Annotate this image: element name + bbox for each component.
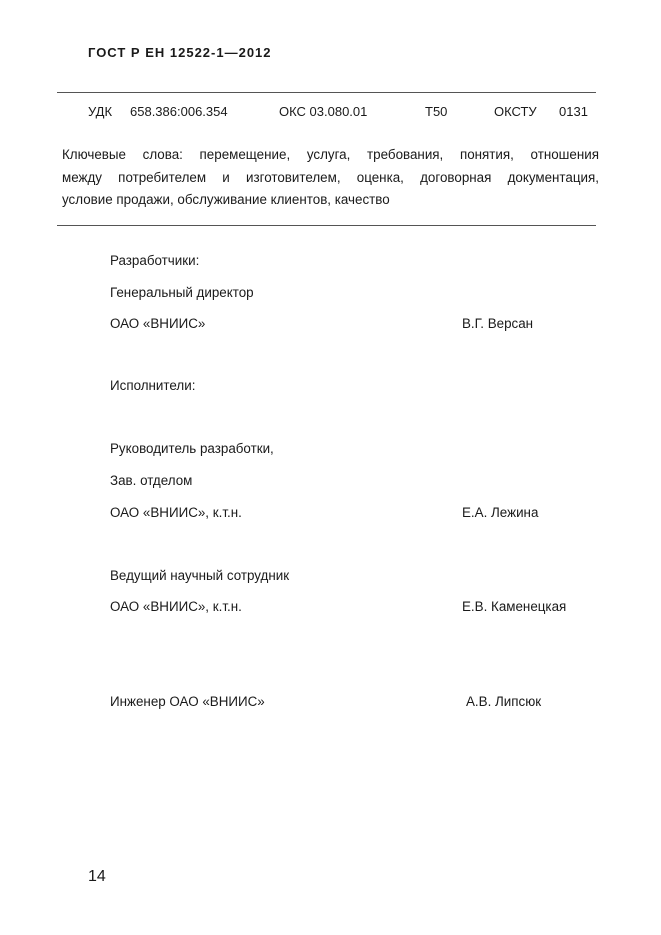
okstu-value: 0131 [559,104,588,119]
developers-heading: Разработчики: [110,253,200,268]
bottom-divider [57,225,596,226]
oks-code: ОКС 03.080.01 [279,104,368,119]
lead-title-line-1: Руководитель разработки, [110,441,274,456]
okstu-label: ОКСТУ [494,104,537,119]
engineer-name: А.В. Липсюк [466,694,542,709]
page-number: 14 [88,868,106,885]
udk-label: УДК [88,104,113,119]
director-name: В.Г. Версан [462,316,534,331]
lead-organization: ОАО «ВНИИС», к.т.н. [110,505,242,520]
researcher-organization: ОАО «ВНИИС», к.т.н. [110,599,242,614]
top-divider [57,92,596,93]
t-code: Т50 [425,104,448,119]
researcher-title: Ведущий научный сотрудник [110,568,290,583]
researcher-name: Е.В. Каменецкая [462,599,567,614]
director-title: Генеральный директор [110,285,254,300]
engineer-title: Инженер ОАО «ВНИИС» [110,694,265,709]
director-organization: ОАО «ВНИИС» [110,316,206,331]
keywords-block [62,144,599,212]
lead-name: Е.А. Лежина [462,505,539,520]
keywords-line-2: между потребителем и изготовителем, оценка, договорная документация, [62,169,599,185]
executors-heading: Исполнители: [110,378,196,393]
keywords-line-1: Ключевые слова: перемещение, услуга, требования, понятия, отношения [62,147,599,162]
lead-title-line-2: Зав. отделом [110,473,193,488]
keywords-line-3: условие продажи, обслуживание клиентов, качество [62,192,390,207]
udk-value: 658.386:006.354 [130,104,228,119]
document-header-title: ГОСТ Р ЕН 12522-1—2012 [88,45,272,60]
